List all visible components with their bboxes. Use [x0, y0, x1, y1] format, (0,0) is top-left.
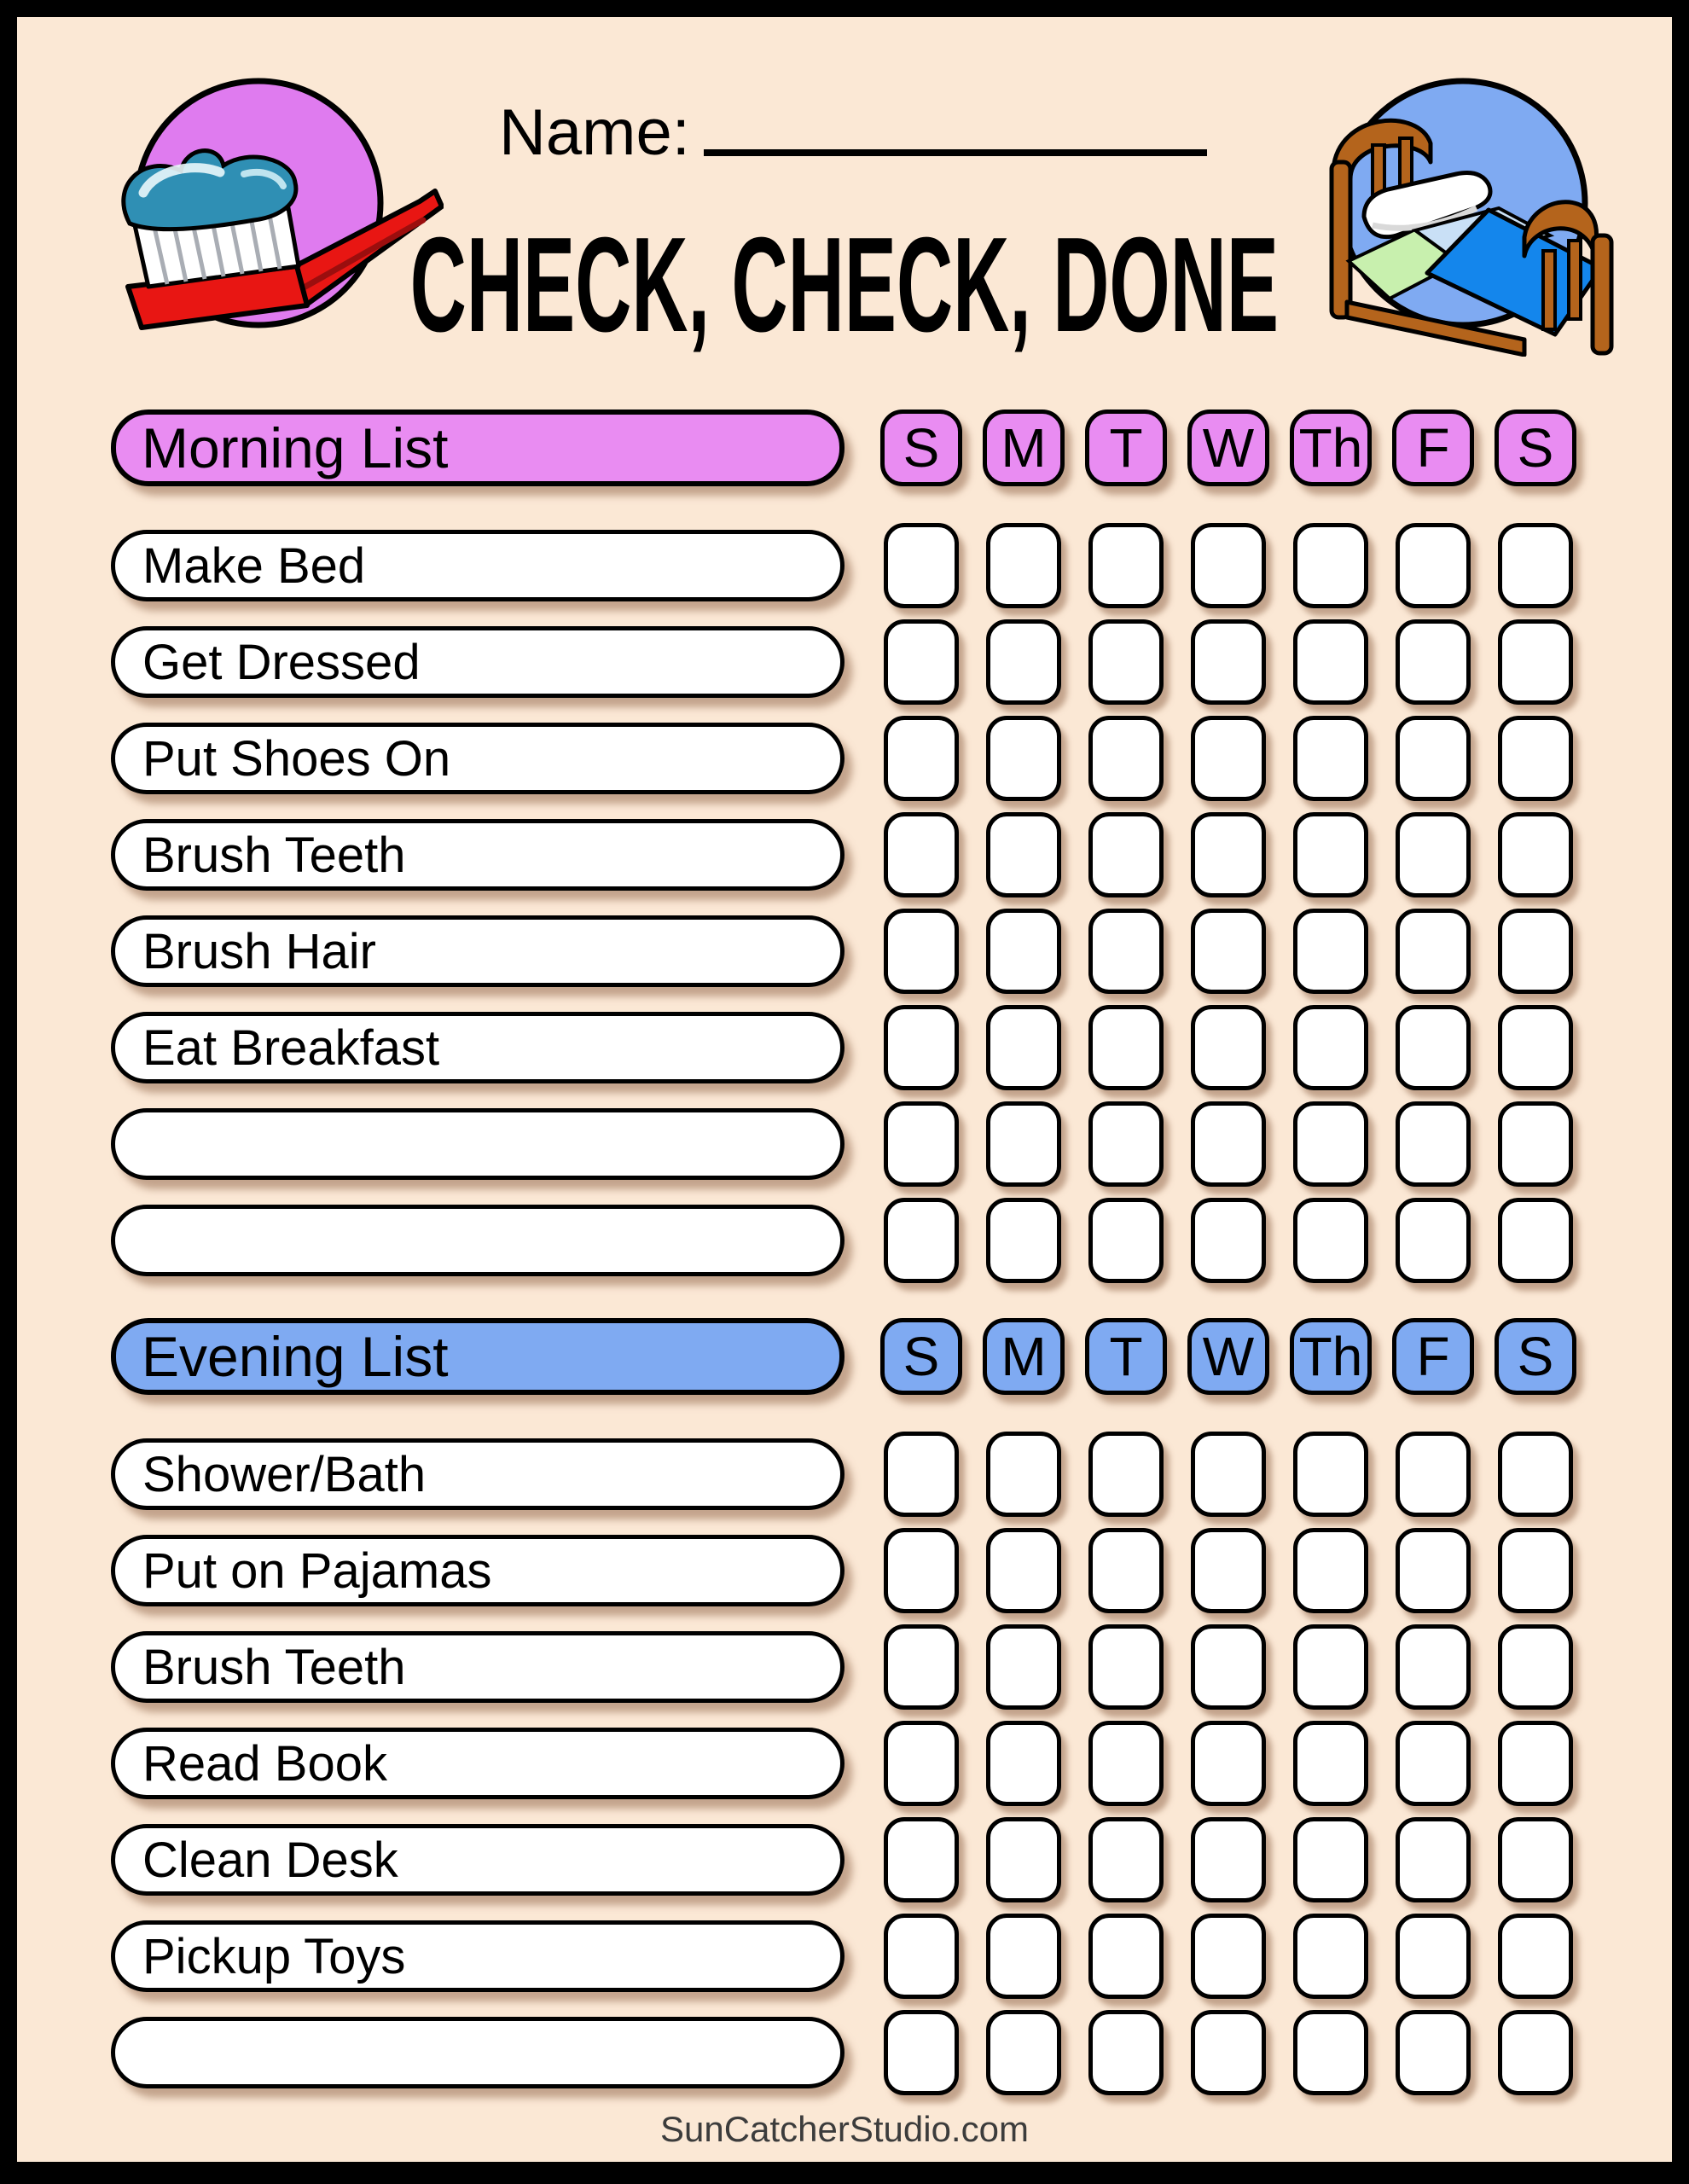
task-pill — [111, 819, 844, 891]
task-pill — [111, 1728, 844, 1799]
day-box-th: Th — [1290, 1318, 1372, 1395]
check-cell[interactable] — [1088, 1198, 1164, 1283]
check-cell[interactable] — [1498, 1198, 1573, 1283]
check-cell[interactable] — [884, 1914, 959, 1999]
task-pill — [111, 1108, 844, 1180]
check-cell[interactable] — [1293, 909, 1368, 994]
check-cell[interactable] — [1088, 1101, 1164, 1187]
check-cell[interactable] — [1191, 1101, 1266, 1187]
check-cell[interactable] — [1191, 1817, 1266, 1902]
check-cell[interactable] — [1293, 523, 1368, 608]
check-cell[interactable] — [1191, 1432, 1266, 1517]
check-cell[interactable] — [986, 1721, 1061, 1806]
name-label: Name: — [499, 96, 690, 169]
evening-section — [111, 1318, 1629, 2106]
check-cell[interactable] — [1191, 1005, 1266, 1090]
task-pill — [111, 626, 844, 698]
check-cell[interactable] — [1088, 619, 1164, 705]
check-cell[interactable] — [1396, 2010, 1471, 2095]
check-cell[interactable] — [1191, 812, 1266, 897]
check-cell[interactable] — [884, 1198, 959, 1283]
day-header-cells — [870, 410, 1587, 486]
day-box-s: S — [880, 410, 962, 486]
check-cell[interactable] — [1396, 1914, 1471, 1999]
check-cell[interactable] — [1293, 1432, 1368, 1517]
check-cell[interactable] — [1191, 523, 1266, 608]
check-cell[interactable] — [1498, 1624, 1573, 1710]
task-row — [111, 1197, 1629, 1284]
task-label: Put on Pajamas — [142, 1542, 492, 1599]
check-cells — [870, 2010, 1587, 2095]
check-cell[interactable] — [884, 2010, 959, 2095]
check-cells — [870, 619, 1587, 705]
check-cells — [870, 1528, 1587, 1613]
check-cell[interactable] — [1293, 1528, 1368, 1613]
task-label: Brush Hair — [142, 923, 376, 979]
check-cell[interactable] — [1293, 1721, 1368, 1806]
check-cell[interactable] — [1191, 1528, 1266, 1613]
name-row — [499, 96, 1207, 170]
task-row — [111, 908, 1629, 995]
check-cell[interactable] — [884, 1432, 959, 1517]
check-cell[interactable] — [986, 812, 1061, 897]
check-cell[interactable] — [986, 523, 1061, 608]
task-label: Put Shoes On — [142, 730, 451, 787]
task-label: Get Dressed — [142, 634, 421, 690]
check-cell[interactable] — [1498, 716, 1573, 801]
check-cell[interactable] — [1293, 812, 1368, 897]
check-cell[interactable] — [1396, 812, 1471, 897]
check-cell[interactable] — [1498, 909, 1573, 994]
task-label: Read Book — [142, 1735, 387, 1792]
check-cell[interactable] — [1498, 1914, 1573, 1999]
check-cells — [870, 523, 1587, 608]
check-cell[interactable] — [986, 716, 1061, 801]
day-header-cells — [870, 1318, 1587, 1395]
check-cell[interactable] — [884, 1624, 959, 1710]
check-cell[interactable] — [986, 1005, 1061, 1090]
day-box-m: M — [983, 1318, 1065, 1395]
task-row — [111, 1101, 1629, 1188]
check-cell[interactable] — [1396, 1198, 1471, 1283]
task-pill — [111, 1535, 844, 1606]
check-cell[interactable] — [1293, 1817, 1368, 1902]
check-cell[interactable] — [986, 1528, 1061, 1613]
task-label: Brush Teeth — [142, 827, 406, 883]
section-title: Morning List — [142, 416, 449, 479]
day-box-s: S — [880, 1318, 962, 1395]
check-cell[interactable] — [1498, 1101, 1573, 1187]
check-cell[interactable] — [1088, 1624, 1164, 1710]
check-cell[interactable] — [884, 909, 959, 994]
task-row — [111, 1004, 1629, 1091]
task-row — [111, 1720, 1629, 1807]
task-pill — [111, 1205, 844, 1276]
check-cell[interactable] — [884, 1101, 959, 1187]
name-input-line[interactable] — [704, 141, 1207, 156]
task-label: Brush Teeth — [142, 1639, 406, 1695]
check-cell[interactable] — [1396, 716, 1471, 801]
day-box-s: S — [1495, 1318, 1576, 1395]
page-title — [17, 212, 1672, 360]
task-label: Make Bed — [142, 537, 366, 594]
check-cells — [870, 1432, 1587, 1517]
task-label: Eat Breakfast — [142, 1019, 440, 1076]
check-cell[interactable] — [1498, 1721, 1573, 1806]
task-label: Shower/Bath — [142, 1446, 427, 1502]
check-cell[interactable] — [1498, 1528, 1573, 1613]
check-cells — [870, 1914, 1587, 1999]
check-cells — [870, 1101, 1587, 1187]
section-header-pill — [111, 410, 844, 486]
task-row — [111, 1913, 1629, 2000]
page-title-text: CHECK, CHECK, DONE — [409, 210, 1280, 360]
check-cell[interactable] — [1498, 1817, 1573, 1902]
check-cell[interactable] — [1498, 2010, 1573, 2095]
task-row — [111, 715, 1629, 802]
check-cell[interactable] — [986, 1914, 1061, 1999]
check-cell[interactable] — [1498, 619, 1573, 705]
check-cell[interactable] — [1088, 909, 1164, 994]
check-cells — [870, 1624, 1587, 1710]
check-cell[interactable] — [986, 909, 1061, 994]
check-cells — [870, 1721, 1587, 1806]
check-cell[interactable] — [1293, 1101, 1368, 1187]
check-cell[interactable] — [1191, 909, 1266, 994]
check-cell[interactable] — [884, 1005, 959, 1090]
check-cell[interactable] — [1396, 1721, 1471, 1806]
task-pill — [111, 1631, 844, 1703]
task-pill — [111, 915, 844, 987]
task-pill — [111, 1012, 844, 1083]
check-cell[interactable] — [1293, 1005, 1368, 1090]
day-box-m: M — [983, 410, 1065, 486]
task-row — [111, 2009, 1629, 2096]
section-header-row — [111, 1318, 1629, 1395]
day-box-t: T — [1085, 410, 1167, 486]
check-cell[interactable] — [1396, 1624, 1471, 1710]
check-cell[interactable] — [1088, 523, 1164, 608]
morning-section — [111, 410, 1629, 1293]
check-cell[interactable] — [986, 1101, 1061, 1187]
check-cell[interactable] — [1191, 1721, 1266, 1806]
task-rows — [111, 1431, 1629, 2096]
check-cell[interactable] — [1396, 523, 1471, 608]
task-pill — [111, 1824, 844, 1896]
task-row — [111, 619, 1629, 706]
check-cell[interactable] — [884, 1817, 959, 1902]
check-cell[interactable] — [1088, 1528, 1164, 1613]
check-cell[interactable] — [986, 1624, 1061, 1710]
check-cells — [870, 716, 1587, 801]
check-cell[interactable] — [1396, 1528, 1471, 1613]
check-cell[interactable] — [1498, 812, 1573, 897]
task-pill — [111, 1438, 844, 1510]
check-cells — [870, 909, 1587, 994]
check-cells — [870, 812, 1587, 897]
check-cell[interactable] — [1191, 716, 1266, 801]
task-pill — [111, 2017, 844, 2088]
check-cell[interactable] — [884, 716, 959, 801]
check-cell[interactable] — [1191, 619, 1266, 705]
check-cell[interactable] — [1396, 1432, 1471, 1517]
check-cell[interactable] — [986, 1432, 1061, 1517]
check-cell[interactable] — [884, 1528, 959, 1613]
check-cell[interactable] — [986, 1198, 1061, 1283]
check-cells — [870, 1005, 1587, 1090]
task-row — [111, 1623, 1629, 1711]
check-cell[interactable] — [1293, 619, 1368, 705]
check-cell[interactable] — [884, 619, 959, 705]
day-box-f: F — [1392, 410, 1474, 486]
check-cell[interactable] — [1396, 1005, 1471, 1090]
check-cell[interactable] — [986, 619, 1061, 705]
check-cell[interactable] — [1498, 1005, 1573, 1090]
day-box-th: Th — [1290, 410, 1372, 486]
check-cell[interactable] — [1191, 2010, 1266, 2095]
task-rows — [111, 522, 1629, 1284]
check-cell[interactable] — [884, 523, 959, 608]
check-cell[interactable] — [1088, 1432, 1164, 1517]
check-cell[interactable] — [1088, 812, 1164, 897]
check-cell[interactable] — [1293, 1624, 1368, 1710]
check-cell[interactable] — [884, 812, 959, 897]
check-cell[interactable] — [1088, 2010, 1164, 2095]
task-pill — [111, 723, 844, 794]
section-header-row — [111, 410, 1629, 486]
day-box-w: W — [1187, 410, 1269, 486]
check-cell[interactable] — [1396, 1101, 1471, 1187]
check-cell[interactable] — [1293, 1914, 1368, 1999]
check-cell[interactable] — [986, 1817, 1061, 1902]
check-cell[interactable] — [1088, 1721, 1164, 1806]
task-label: Pickup Toys — [142, 1928, 406, 1984]
check-cell[interactable] — [1191, 1198, 1266, 1283]
check-cell[interactable] — [1191, 1914, 1266, 1999]
check-cell[interactable] — [1191, 1624, 1266, 1710]
check-cell[interactable] — [1088, 1817, 1164, 1902]
day-box-s: S — [1495, 410, 1576, 486]
check-cell[interactable] — [884, 1721, 959, 1806]
check-cells — [870, 1817, 1587, 1902]
check-cell[interactable] — [1088, 1914, 1164, 1999]
day-box-t: T — [1085, 1318, 1167, 1395]
check-cell[interactable] — [1293, 2010, 1368, 2095]
footer-credit: SunCatcherStudio.com — [660, 2109, 1029, 2149]
task-pill — [111, 1920, 844, 1992]
check-cell[interactable] — [1088, 1005, 1164, 1090]
check-cell[interactable] — [986, 2010, 1061, 2095]
section-header-pill — [111, 1318, 844, 1395]
check-cell[interactable] — [1498, 523, 1573, 608]
day-box-f: F — [1392, 1318, 1474, 1395]
task-row — [111, 811, 1629, 898]
task-row — [111, 522, 1629, 609]
check-cells — [870, 1198, 1587, 1283]
check-cell[interactable] — [1293, 1198, 1368, 1283]
check-cell[interactable] — [1396, 909, 1471, 994]
task-row — [111, 1816, 1629, 1903]
task-label: Clean Desk — [142, 1832, 398, 1888]
check-cell[interactable] — [1498, 1432, 1573, 1517]
check-cell[interactable] — [1293, 716, 1368, 801]
task-pill — [111, 530, 844, 601]
task-row — [111, 1431, 1629, 1518]
check-cell[interactable] — [1396, 619, 1471, 705]
day-box-w: W — [1187, 1318, 1269, 1395]
task-row — [111, 1527, 1629, 1614]
check-cell[interactable] — [1396, 1817, 1471, 1902]
section-title: Evening List — [142, 1325, 449, 1388]
check-cell[interactable] — [1088, 716, 1164, 801]
